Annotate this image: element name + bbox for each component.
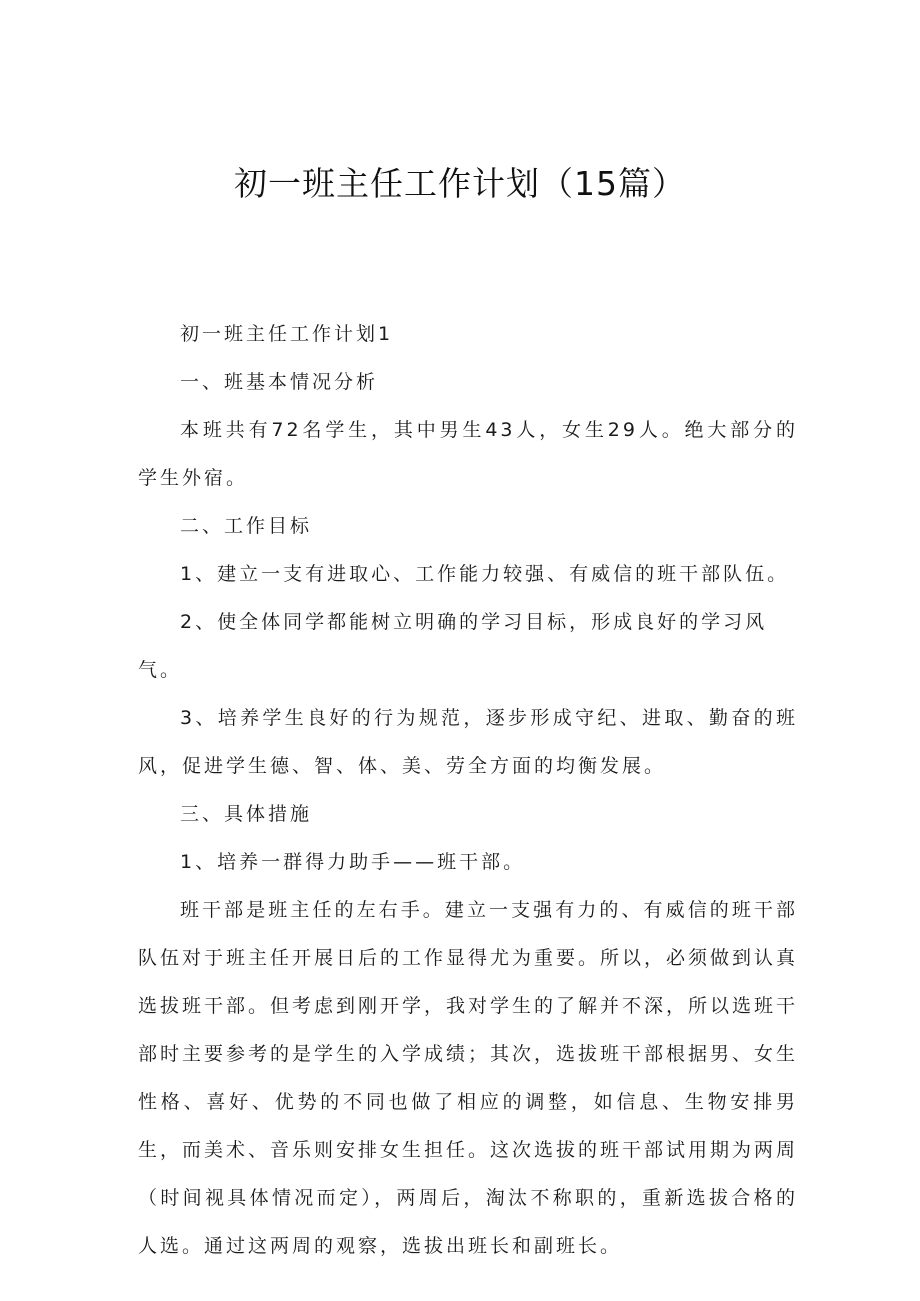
section-heading-measures: 三、具体措施	[180, 803, 313, 825]
section-heading-plan-1: 初一班主任工作计划1	[180, 323, 394, 345]
section-heading-class-analysis: 一、班基本情况分析	[180, 371, 379, 393]
document-title: 初一班主任工作计划（15篇）	[234, 164, 686, 203]
goal-item-3: 3、培养学生良好的行为规范，逐步形成守纪、进取、勤奋的班风，促进学生德、智、体、美、劳全方面的均衡发展。	[138, 707, 798, 777]
section-heading-work-goals: 二、工作目标	[180, 515, 313, 537]
paragraph-class-info: 本班共有72名学生，其中男生43人，女生29人。绝大部分的学生外宿。	[138, 419, 798, 489]
paragraph-class-cadres: 班干部是班主任的左右手。建立一支强有力的、有威信的班干部队伍对于班主任开展日后的工作显得尤为重要。所以，必须做到认真选拔班干部。但考虑到刚开学，我对学生的了解并不深，所以选班干部时主要参考的是学生的入学成绩；其次，选拔班干部根据男、女生性格、喜好、优势的不同也做了相应的调整，如信息、生物安排男生，而美术、音乐则安排女生担任。这次选拔的班干部试用期为两周（时间视具体情况而定），两周后，淘汰不称职的，重新选拔合格的人选。通过这两周的观察，选拔出班长和副班长。	[138, 899, 799, 1257]
measure-item-1: 1、培养一群得力助手——班干部。	[180, 851, 526, 873]
goal-item-1: 1、建立一支有进取心、工作能力较强、有威信的班干部队伍。	[180, 563, 790, 585]
document-body	[138, 310, 798, 1270]
goal-item-2: 2、使全体同学都能树立明确的学习目标，形成良好的学习风气。	[138, 611, 768, 681]
